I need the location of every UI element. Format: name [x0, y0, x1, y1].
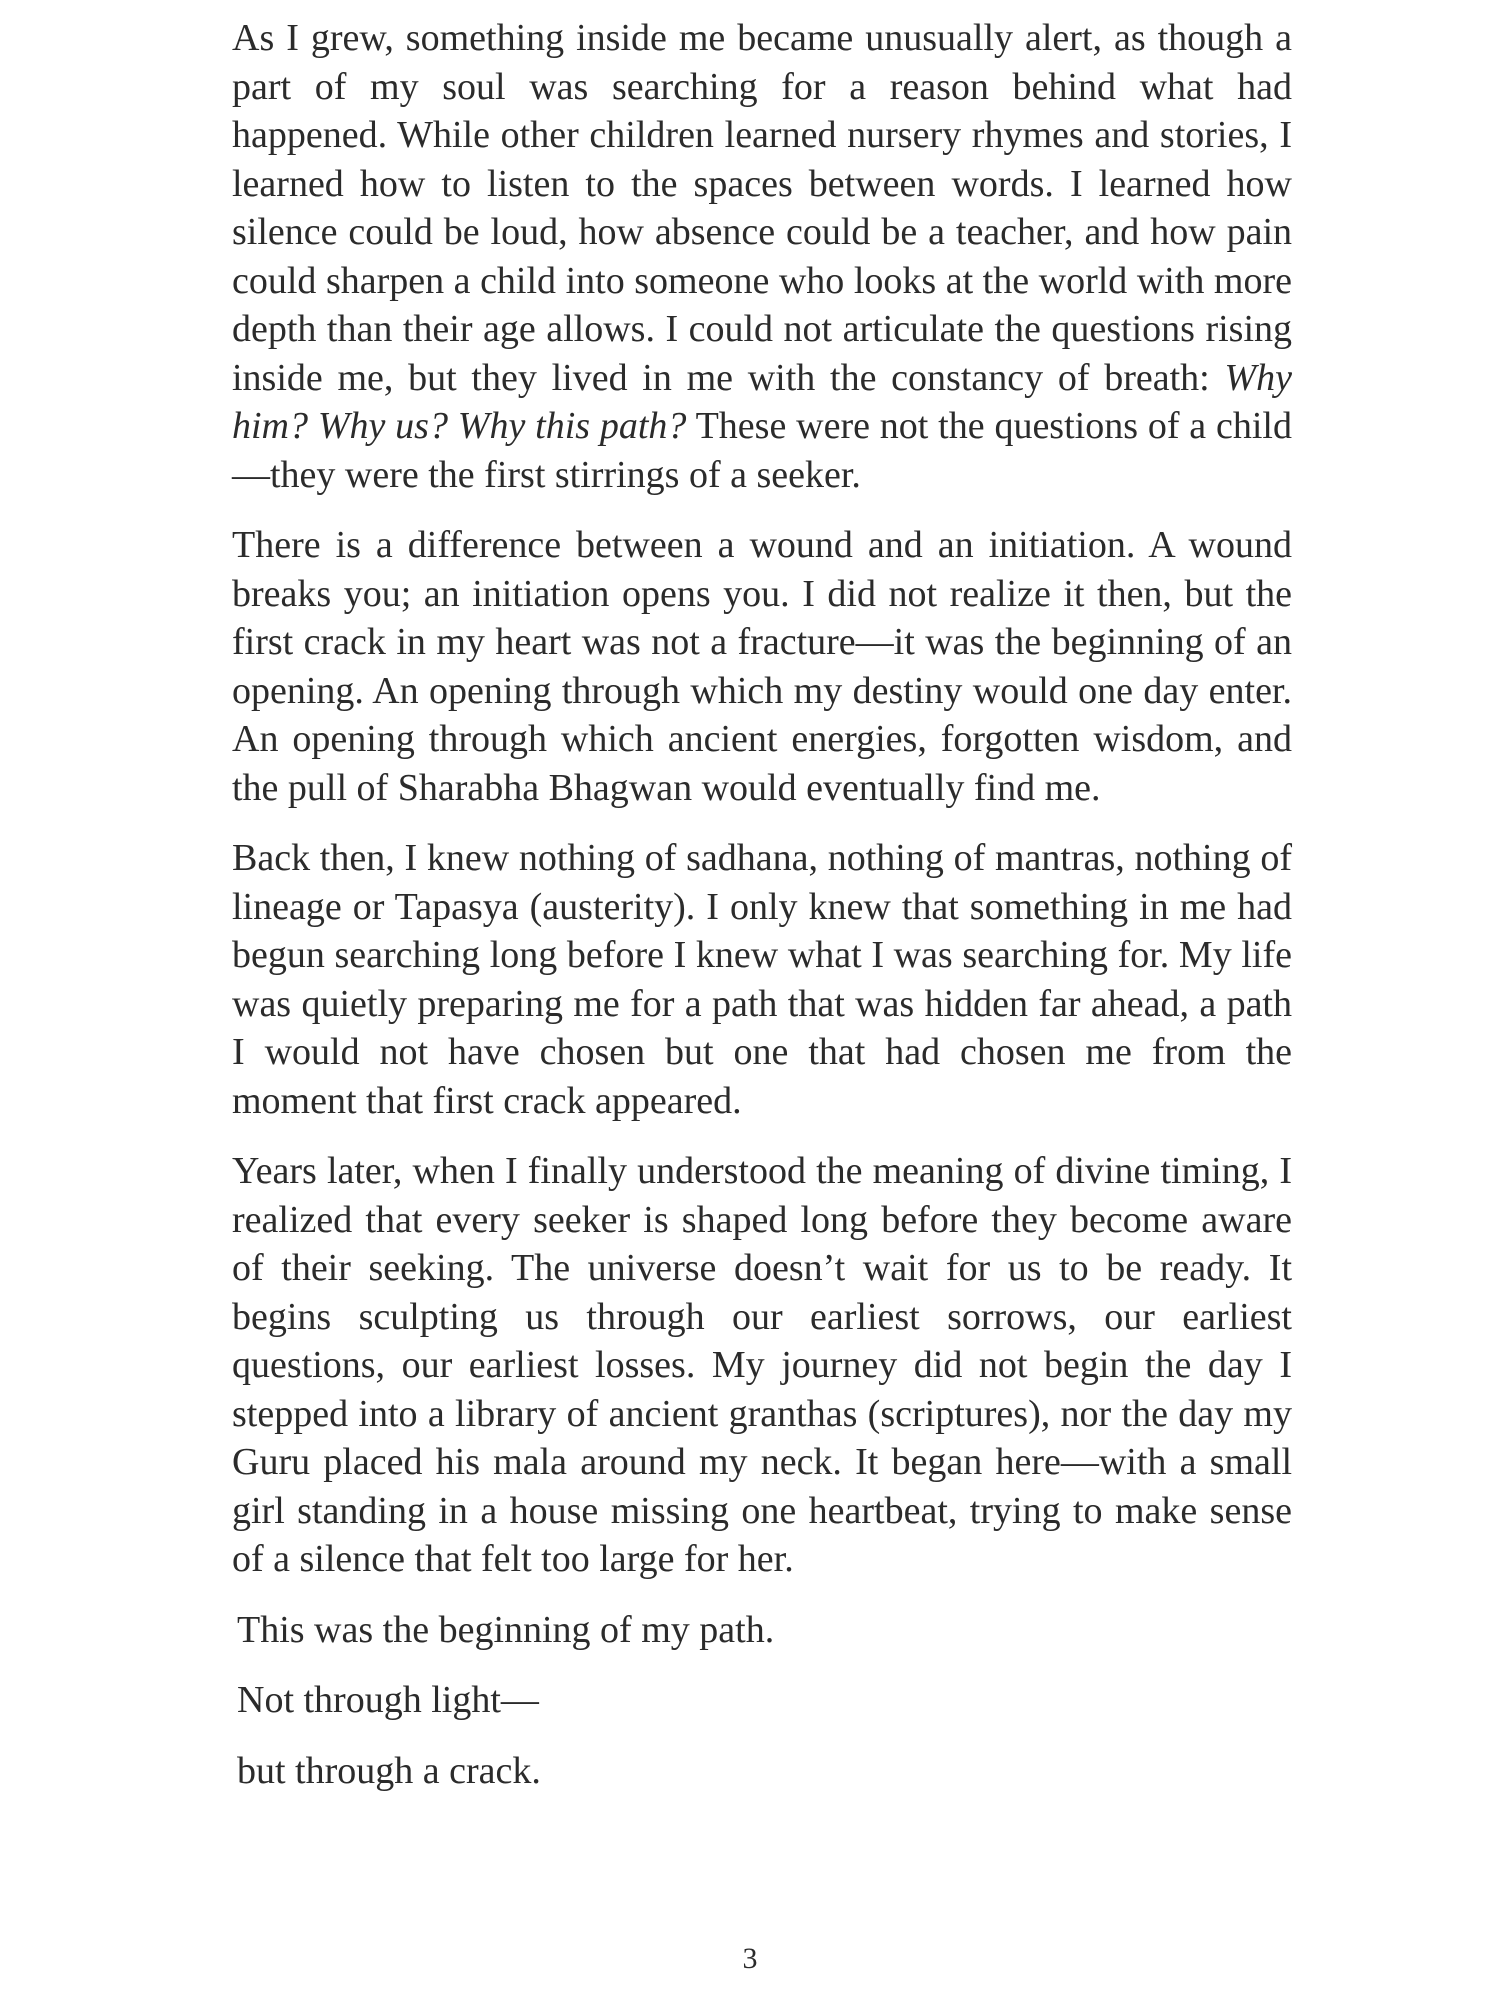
paragraph-6: Not through light—: [237, 1679, 539, 1721]
page-number: 3: [742, 1942, 758, 1975]
paragraph-3: Back then, I knew nothing of sadhana, nothing of mantras, nothing of lineage or Tapasya (austerity). I only knew that something in me had begun searching long before I knew what I was searching for. My life was quietly preparing me for a path that was hidden far ahead, a path I would not have chosen but one that had chosen me from the moment that first crack appeared.: [232, 837, 1292, 1122]
paragraph-1: [232, 14, 1292, 499]
paragraph-4: Years later, when I finally understood the meaning of divine timing, I realized that every seeker is shaped long before they become aware of their seeking. The universe doesn’t wait for us to be ready. It begins sculpting us through our earliest sorrows, our earliest questions, our earliest losses. My journey did not begin the day I stepped into a library of ancient granthas (scriptures), nor the day my Guru placed his mala around my neck. It began here—with a small girl standing in a house missing one heartbeat, trying to make sense of a silence that felt too large for her.: [232, 1150, 1292, 1580]
paragraph-5: This was the beginning of my path.: [237, 1608, 775, 1651]
paragraph-7: but through a crack.: [237, 1749, 541, 1792]
paragraph-1-text-end: These were not the questions of a child—they were the first stirrings of a seeker.: [232, 405, 1292, 496]
paragraph-1-text-start: As I grew, something inside me became unusually alert, as though a part of my soul was searching for a reason behind what had happened. While other children learned nursery rhymes and stories, I learned how to listen to the spaces between words. I learned how silence could be loud, how absence could be a teacher, and how pain could sharpen a child into someone who looks at the world with more depth than their age allows. I could not articulate the questions rising inside me, but they lived in me with the constancy of breath:: [232, 17, 1292, 399]
page-body: [232, 14, 1292, 1817]
paragraph-1-italic-questions: Why him? Why us? Why this path?: [232, 356, 1292, 447]
paragraph-2: There is a difference between a wound and an initiation. A wound breaks you; an initiation opens you. I did not realize it then, but the first crack in my heart was not a fracture—it was the beginning of an opening. An opening through which my destiny would one day enter. An opening through which ancient energies, forgotten wisdom, and the pull of Sharabha Bhagwan would eventually find me.: [232, 524, 1292, 809]
